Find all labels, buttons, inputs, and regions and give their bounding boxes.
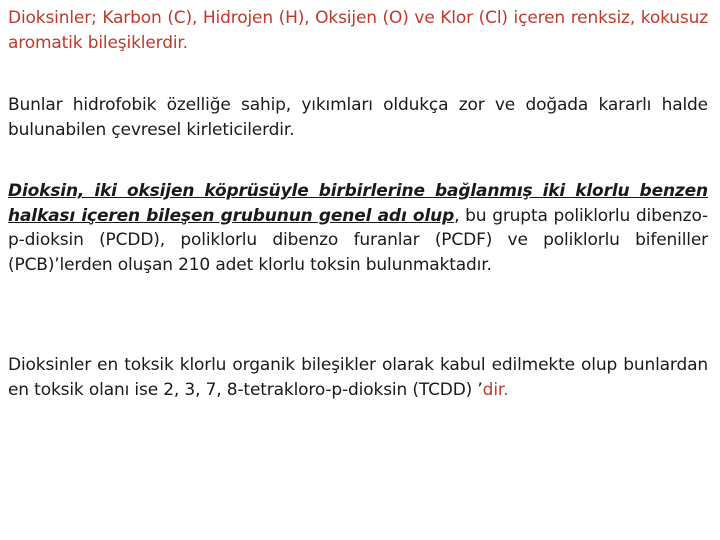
toxicity-main: Dioksinler en toksik klorlu organik bileşikler olarak kabul edilmekte olup bunlardan en toksik olanı ise 2, 3, 7, 8-tetrakloro-p-dioksin (TCDD) ’ <box>8 355 708 400</box>
toxicity-tail: dir. <box>482 379 509 400</box>
properties-paragraph: Bunlar hidrofobik özelliğe sahip, yıkımları oldukça zor ve doğada kararlı halde bulunabilen çevresel kirleticilerdir. <box>8 95 708 140</box>
intro-paragraph: Dioksinler; Karbon (C), Hidrojen (H), Oksijen (O) ve Klor (Cl) içeren renksiz, kokusuz aromatik bileşiklerdir. <box>8 8 708 53</box>
toxicity-paragraph <box>8 353 708 402</box>
definition-emphasis: Dioksin, iki oksijen köprüsüyle birbirlerine bağlanmış iki klorlu benzen halkası içeren bileşen grubunun genel adı olup <box>8 181 708 226</box>
definition-paragraph <box>8 179 708 277</box>
definition-rest: , bu grupta poliklorlu dibenzo-p-dioksin (PCDD), poliklorlu dibenzo furanlar (PCDF) ve poliklorlu bifeniller (PCB)’lerden oluşan 210 adet klorlu toksin bulunmaktadır. <box>8 205 708 275</box>
